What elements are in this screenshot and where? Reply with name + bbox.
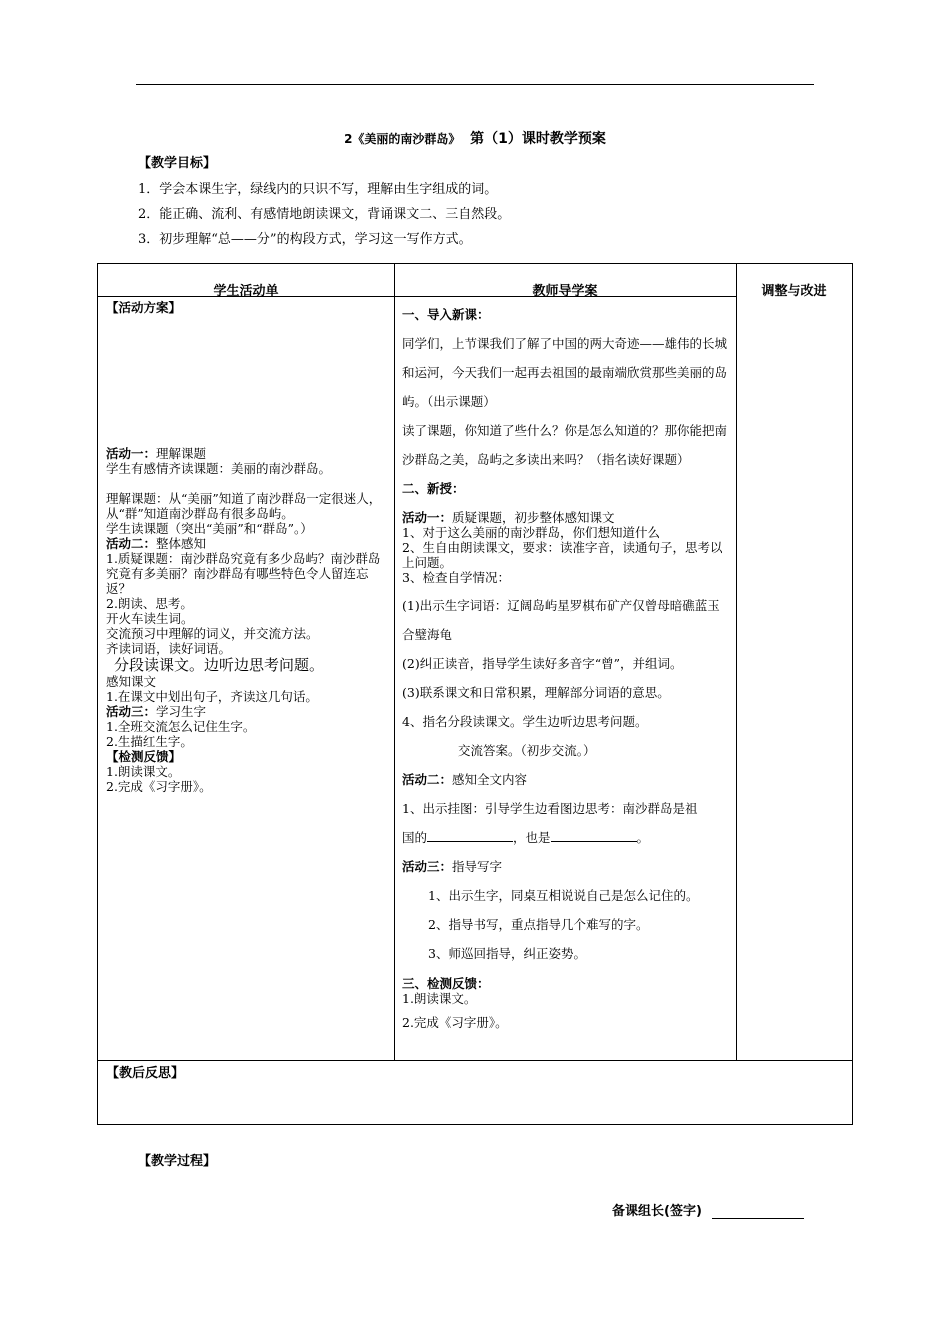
- s-a2-line5: 齐读词语，读好词语。: [106, 641, 232, 656]
- page-title: [0, 128, 950, 148]
- teacher-column: [402, 300, 732, 1037]
- fill-blank-1: [427, 830, 513, 842]
- s-fb-line2: 2.完成《习字册》。: [106, 779, 212, 794]
- t-a1-line1: 1、对于这么美丽的南沙群岛，你们想知道什么: [402, 525, 660, 540]
- t-a1-line5: (2)纠正读音，指导学生读好多音字“曾”，并组词。: [402, 656, 683, 671]
- activity-2: 活动二：整体感知: [106, 536, 207, 551]
- t-section-2: 二、新授：: [402, 481, 465, 496]
- t-s1-text2: 读了课题，你知道了些什么？你是怎么知道的？那你能把南沙群岛之美，岛屿之多读出来吗？（指名读好课题）: [402, 423, 728, 467]
- t-activity-3: 活动三：指导写字: [402, 859, 503, 874]
- t-a1-line7: 4、指名分段读课文。学生边听边思考问题。: [402, 714, 648, 729]
- t-section-3: 三、检测反馈：: [402, 976, 490, 991]
- t-a1-line4: (1)出示生字词语：辽阔岛屿星罗棋布矿产仅曾母暗礁蓝玉合璧海龟: [402, 598, 720, 642]
- student-column: [106, 300, 386, 794]
- top-rule: [136, 84, 814, 85]
- t-s3-line2: 2.完成《习字册》。: [402, 1015, 508, 1030]
- goals-heading: 【教学目标】: [138, 156, 217, 171]
- header-teacher: 教师导学案: [532, 284, 598, 299]
- t-a1-line8: 交流答案。（初步交流。）: [458, 743, 596, 758]
- s-a2-line2: 2.朗读、思考。: [106, 596, 193, 611]
- signature-label: 备课组长(签字): [612, 1204, 702, 1219]
- fill-blank-2: [551, 830, 637, 842]
- t-a3-line1: 1、出示生字，同桌互相说说自己是怎么记住的。: [428, 888, 699, 903]
- header-adjust: 调整与改进: [761, 284, 827, 299]
- t-a2-line1: 1、出示挂图：引导学生边看图边思考：南沙群岛是祖: [402, 801, 698, 816]
- plan-heading: 【活动方案】: [106, 300, 182, 315]
- activity-1: 活动一：理解课题: [106, 446, 207, 461]
- s-a2-line4: 交流预习中理解的词义，并交流方法。: [106, 626, 319, 641]
- s-a2-line3: 开火车读生词。: [106, 611, 194, 626]
- t-s3-line1: 1.朗读课文。: [402, 991, 477, 1006]
- reflection-heading: 【教后反思】: [106, 1066, 185, 1081]
- t-a3-line3: 3、师巡回指导，纠正姿势。: [428, 946, 586, 961]
- t-a2-line2: 国的 ，也是 。: [402, 830, 650, 845]
- activity-3: 活动三：学习生字: [106, 704, 207, 719]
- t-activity-1: 活动一：质疑课题，初步整体感知课文: [402, 510, 615, 525]
- signature: [612, 1200, 804, 1219]
- s-a1-line1: 学生有感情齐读课题：美丽的南沙群岛。: [106, 461, 332, 476]
- t-section-1: 一、导入新课：: [402, 307, 490, 322]
- s-a1-line2: 理解课题：从“美丽”知道了南沙群岛一定很迷人，从“群”知道南沙群岛有很多岛屿。: [106, 491, 382, 521]
- goal-item-2: 2．能正确、流利、有感情地朗读课文，背诵课文二、三自然段。: [138, 207, 511, 222]
- t-a1-line6: (3)联系课文和日常积累，理解部分词语的意思。: [402, 685, 670, 700]
- col-divider-2: [736, 264, 737, 1060]
- t-a1-line2: 2、生自由朗读课文，要求：读准字音，读通句子，思考以上问题。: [402, 540, 723, 570]
- s-fb-line1: 1.朗读课文。: [106, 764, 181, 779]
- title-prefix: 2《美丽的南沙群岛》: [344, 132, 461, 146]
- lesson-table: [97, 263, 853, 1125]
- t-a3-line2: 2、指导书写，重点指导几个难写的字。: [428, 917, 649, 932]
- s-a3-line1: 1.全班交流怎么记住生字。: [106, 719, 256, 734]
- s-a1-line3: 学生读课题（突出“美丽”和“群岛”。）: [106, 521, 313, 536]
- signature-line[interactable]: [712, 1206, 804, 1219]
- feedback-heading: 【检测反馈】: [106, 749, 182, 764]
- header-student: 学生活动单: [213, 284, 279, 299]
- s-a2-line7: 感知课文: [106, 674, 157, 689]
- t-a1-line3: 3、检查自学情况：: [402, 570, 510, 585]
- goal-item-3: 3．初步理解“总——分”的构段方式，学习这一写作方式。: [138, 232, 472, 247]
- reflection-rule: [98, 1060, 852, 1061]
- s-a2-line1: 1.质疑课题：南沙群岛究竟有多少岛屿？南沙群岛究竟有多美丽？南沙群岛有哪些特色令人留连忘返？: [106, 551, 381, 596]
- col-divider-1: [394, 264, 395, 1060]
- process-heading: 【教学过程】: [138, 1154, 217, 1169]
- s-a2-line6: 分段读课文。边听边思考问题。: [114, 656, 325, 674]
- title-suffix: 第（1）课时教学预案: [470, 131, 606, 147]
- s-a2-line8: 1.在课文中划出句子，齐读这几句话。: [106, 689, 318, 704]
- t-s1-text: 同学们，上节课我们了解了中国的两大奇迹——雄伟的长城和运河，今天我们一起再去祖国的最南端欣赏那些美丽的岛屿。（出示课题）: [402, 336, 728, 409]
- goal-item-1: 1．学会本课生字，绿线内的只识不写，理解由生字组成的词。: [138, 182, 498, 197]
- s-a3-line2: 2.生描红生字。: [106, 734, 193, 749]
- t-activity-2: 活动二：感知全文内容: [402, 772, 528, 787]
